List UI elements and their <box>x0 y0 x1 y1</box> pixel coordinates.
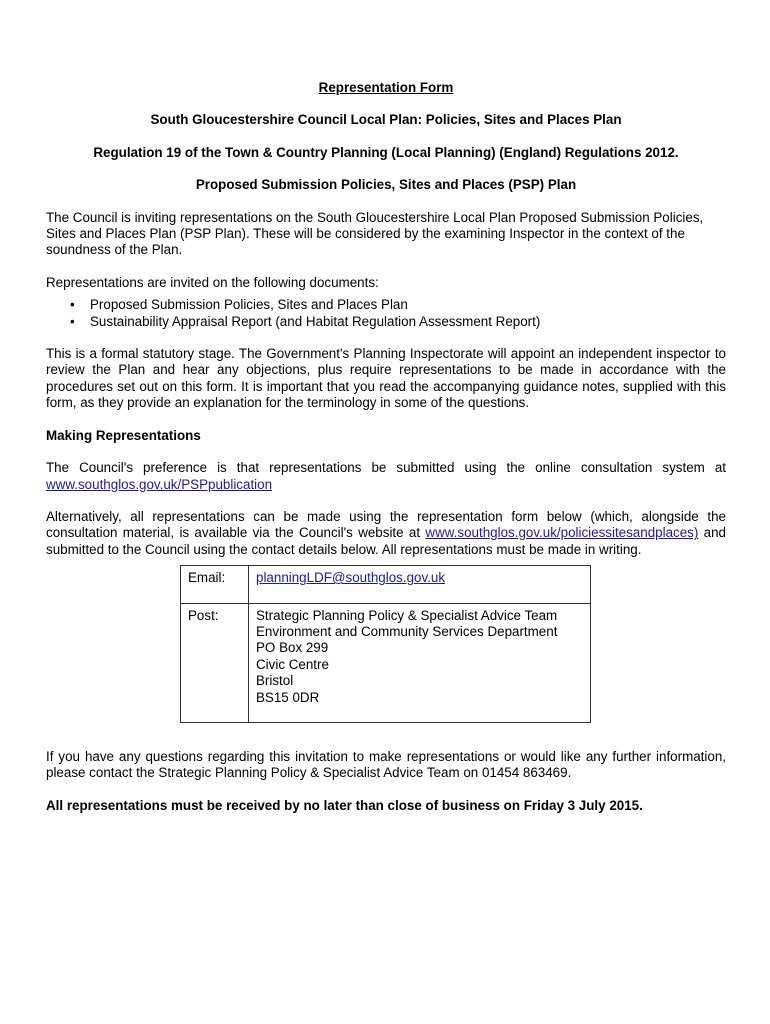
address-line: Bristol <box>256 673 294 689</box>
email-label: Email: <box>181 566 249 603</box>
address-line: Civic Centre <box>256 656 329 672</box>
email-link[interactable]: planningLDF@southglos.gov.uk <box>256 570 446 586</box>
document-page <box>46 80 726 830</box>
making-representations-heading: Making Representations <box>46 427 201 443</box>
policies-sites-places-link[interactable]: www.southglos.gov.uk/policiessitesandplaces) <box>425 525 699 541</box>
address-line: Environment and Community Services Department <box>256 623 558 639</box>
list-item <box>70 297 726 313</box>
table-row <box>181 566 591 603</box>
bullet-icon: • <box>70 313 75 329</box>
deadline-notice: All representations must be received by no later than close of business on Friday 3 July 2015. <box>46 797 643 813</box>
address-line: PO Box 299 <box>256 640 329 656</box>
plan-name-heading: Proposed Submission Policies, Sites and Places (PSP) Plan <box>195 177 577 193</box>
email-cell <box>249 566 591 603</box>
post-label: Post: <box>181 603 249 722</box>
address-line: BS15 0DR <box>256 689 320 705</box>
statutory-paragraph: This is a formal statutory stage. The Government's Planning Inspectorate will appoint an independent inspector to review the Plan and hear any objections, plus require representations to be made in accordance with the procedures set out on this form. It is important that you read the accompanying guidance notes, supplied with this form, as they provide an explanation for the terminology in some of the questions. <box>46 346 726 411</box>
alternative-text-end: and submitted to the Council using the contact details below. All representations must be made in writing. <box>46 525 726 557</box>
questions-paragraph: If you have any questions regarding this invitation to make representations or would like any further information, please contact the Strategic Planning Policy & Specialist Advice Team on 01454 863469. <box>46 748 726 781</box>
address-line: Strategic Planning Policy & Specialist Advice Team <box>256 607 558 623</box>
list-item <box>70 314 726 330</box>
psp-publication-link[interactable]: www.southglos.gov.uk/PSPpublication <box>46 476 273 492</box>
bullet-icon: • <box>70 297 75 313</box>
preference-text: The Council's preference is that representations be submitted using the online consultation system at <box>46 460 726 476</box>
preference-paragraph <box>46 460 726 493</box>
table-row <box>181 603 591 722</box>
alternative-text-start: Alternatively, all representations can be made using the representation form below (which, alongside the consultation material, is available via the Council's website at <box>46 508 726 541</box>
form-title: Representation Form <box>318 80 454 95</box>
documents-list <box>46 297 726 330</box>
documents-lead: Representations are invited on the following documents: <box>46 274 379 290</box>
document-item-label: Proposed Submission Policies, Sites and Places Plan <box>90 297 408 313</box>
plan-subtitle: South Gloucestershire Council Local Plan: Policies, Sites and Places Plan <box>150 112 622 128</box>
contact-details-table <box>180 565 591 723</box>
intro-paragraph: The Council is inviting representations on the South Gloucestershire Local Plan Proposed Submission Policies, Sites and Places Plan (PSP Plan). These will be considered by the examining Inspector in the context of the soundness of the Plan. <box>46 209 704 258</box>
alternative-paragraph <box>46 509 726 558</box>
regulation-heading: Regulation 19 of the Town & Country Planning (Local Planning) (England) Regulations 2012. <box>93 144 679 160</box>
document-item-label: Sustainability Appraisal Report (and Habitat Regulation Assessment Report) <box>90 313 541 329</box>
postal-address <box>249 603 591 722</box>
